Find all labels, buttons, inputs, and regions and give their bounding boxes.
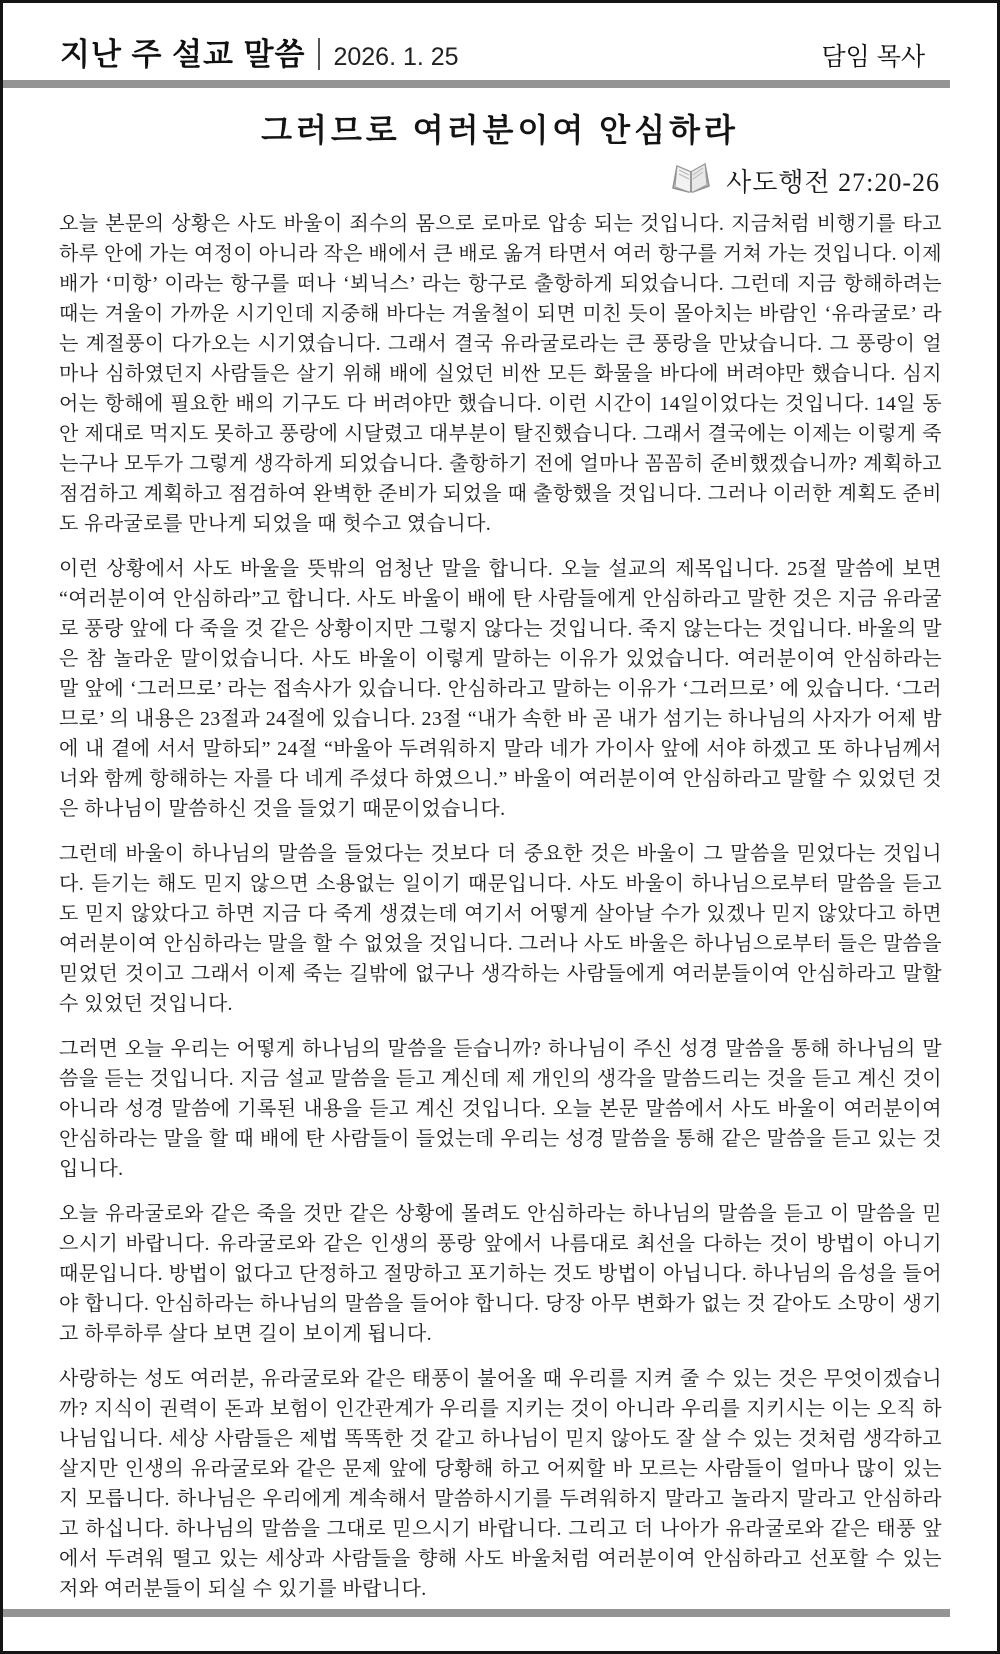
sermon-paragraph-4: 그러면 오늘 우리는 어떻게 하나님의 말씀을 듣습니까? 하나님이 주신 성경 말씀을 통해 하나님의 말씀을 듣는 것입니다. 지금 설교 말씀을 듣고 계신데 제 개인의 생각을 말씀드리는 것을 듣고 계신 것이 아니라 성경 말씀에 기록된 내용을 듣고 계신 것입니다. 오늘 본문 말씀에서 사도 바울이 여러분이여 안심하라는 말을 할 때 배에 탄 사람들이 들었는데 우리는 성경 말씀을 통해 같은 말씀을 듣고 있는 것입니다. xyxy=(59,1038,942,1180)
header-left-group xyxy=(60,38,459,70)
pastor-label: 담임 목사 xyxy=(821,42,925,71)
scripture-reference-row xyxy=(3,158,997,202)
scripture-reference: 사도행전 27:20-26 xyxy=(726,167,940,197)
sermon-paragraph-6: 사랑하는 성도 여러분, 유라굴로와 같은 태풍이 불어올 때 우리를 지켜 줄 수 있는 것은 무엇이겠습니까? 지식이 권력이 돈과 보험이 인간관계가 우리를 지키는 것이 아니라 우리를 지키시는 이는 오직 하나님입니다. 세상 사람들은 제법 똑똑한 것 같고 하나님이 믿지 않아도 잘 살 수 있는 것처럼 생각하고 살지만 인생의 유라굴로와 같은 문제 앞에 당황해 하고 어찌할 바 모르는 사람들이 얼마나 많이 있는지 모릅니다. 하나님은 우리에게 계속해서 말씀하시기를 두려워하지 말라고 놀라지 말라고 안심하라고 하십니다. 하나님의 말씀을 그대로 믿으시기 바랍니다. 그리고 더 나아가 유라굴로와 같은 태풍 앞에서 두려워 떨고 있는 세상과 사람들을 향해 사도 바울처럼 여러분이여 안심하라고 선포할 수 있는 저와 여러분들이 되실 수 있기를 바랍니다. xyxy=(59,1368,942,1600)
header-separator-rule xyxy=(0,80,950,88)
sermon-paragraph-1: 오늘 본문의 상황은 사도 바울이 죄수의 몸으로 로마로 압송 되는 것입니다. 지금처럼 비행기를 타고 하루 안에 가는 여정이 아니라 작은 배에서 큰 배로 옮겨 타면서 여러 항구를 거쳐 가는 것입니다. 이제 배가 ‘미항’ 이라는 항구를 떠나 ‘뵈닉스’ 라는 항구로 출항하게 되었습니다. 그런데 지금 항해하려는 때는 겨울이 가까운 시기인데 지중해 바다는 겨울철이 되면 미친 듯이 몰아치는 바람인 ‘유라굴로’ 라는 계절풍이 다가오는 시기였습니다. 그래서 결국 유라굴로라는 큰 풍랑을 만났습니다. 그 풍랑이 얼마나 심하였던지 사람들은 살기 위해 배에 실었던 비싼 모든 화물을 바다에 버려야만 했습니다. 심지어는 항해에 필요한 배의 기구도 다 버려야만 했습니다. 이런 시간이 14일이었다는 것입니다. 14일 동안 제대로 먹지도 못하고 풍랑에 시달렸고 대부분이 탈진했습니다. 그래서 결국에는 이제는 이렇게 죽는구나 모두가 그렇게 생각하게 되었습니다. 출항하기 전에 얼마나 꼼꼼히 준비했겠습니까? 계획하고 점검하고 계획하고 점검하여 완벽한 준비가 되었을 때 출항했을 것입니다. 그러나 이러한 계획도 준비도 유라굴로를 만나게 되었을 때 헛수고 였습니다. xyxy=(59,213,943,535)
open-book-icon xyxy=(667,158,715,203)
sermon-date: 2026. 1. 25 xyxy=(333,42,459,71)
section-title: 지난 주 설교 말씀 xyxy=(60,37,306,72)
sermon-paragraph-3: 그런데 바울이 하나님의 말씀을 들었다는 것보다 더 중요한 것은 바울이 그 말씀을 믿었다는 것입니다. 듣기는 해도 믿지 않으면 소용없는 일이기 때문입니다. 사도 바울이 하나님으로부터 말씀을 듣고도 믿지 않았다고 하면 지금 다 죽게 생겼는데 여기서 어떻게 살아날 수가 있겠나 믿지 않았다고 하면 여러분이여 안심하라는 말을 할 수 없었을 것입니다. 그러나 사도 바울은 하나님으로부터 들은 말씀을 믿었던 것이고 그래서 이제 죽는 길밖에 없구나 생각하는 사람들에게 여러분들이여 안심하라고 말할 수 있었던 것입니다. xyxy=(59,843,942,1015)
page-header xyxy=(3,3,997,80)
header-divider xyxy=(318,38,320,70)
sermon-title: 그러므로 여러분이여 안심하라 xyxy=(261,112,739,148)
sermon-paragraph-2: 이런 상황에서 사도 바울을 뜻밖의 엄청난 말을 합니다. 오늘 설교의 제목입니다. 25절 말씀에 보면 “여러분이여 안심하라”고 합니다. 사도 바울이 배에 탄 사람들에게 안심하라고 말한 것은 지금 유라굴로 풍랑 앞에 다 죽을 것 같은 상황이지만 그렇지 않다는 것입니다. 죽지 않는다는 것입니다. 바울의 말은 참 놀라운 말이었습니다. 사도 바울이 이렇게 말하는 이유가 있었습니다. 여러분이여 안심하라는 말 앞에 ‘그러므로’ 라는 접속사가 있습니다. 안심하라고 말하는 이유가 ‘그러므로’ 에 있습니다. ‘그러므로’ 의 내용은 23절과 24절에 있습니다. 23절 “내가 속한 바 곧 내가 섬기는 하나님의 사자가 어제 밤에 내 곁에 서서 말하되” 24절 “바울아 두려워하지 말라 네가 가이사 앞에 서야 하겠고 또 하나님께서 너와 함께 항해하는 자를 다 네게 주셨다 하였으니.” 바울이 여러분이여 안심하라고 말할 수 있었던 것은 하나님이 말씀하신 것을 들었기 때문이었습니다. xyxy=(59,558,942,820)
footer-separator-rule xyxy=(0,1609,950,1617)
sermon-body xyxy=(3,202,997,1604)
sermon-paragraph-5: 오늘 유라굴로와 같은 죽을 것만 같은 상황에 몰려도 안심하라는 하나님의 말씀을 듣고 이 말씀을 믿으시기 바랍니다. 유라굴로와 같은 인생의 풍랑 앞에서 나름대로 최선을 다하는 것이 방법이 아니기 때문입니다. 방법이 없다고 단정하고 절망하고 포기하는 것도 방법이 아닙니다. 하나님의 음성을 들어야 합니다. 안심하라는 하나님의 말씀을 들어야 합니다. 당장 아무 변화가 없는 것 같아도 소망이 생기고 하루하루 살다 보면 길이 보이게 됩니다. xyxy=(59,1203,942,1345)
